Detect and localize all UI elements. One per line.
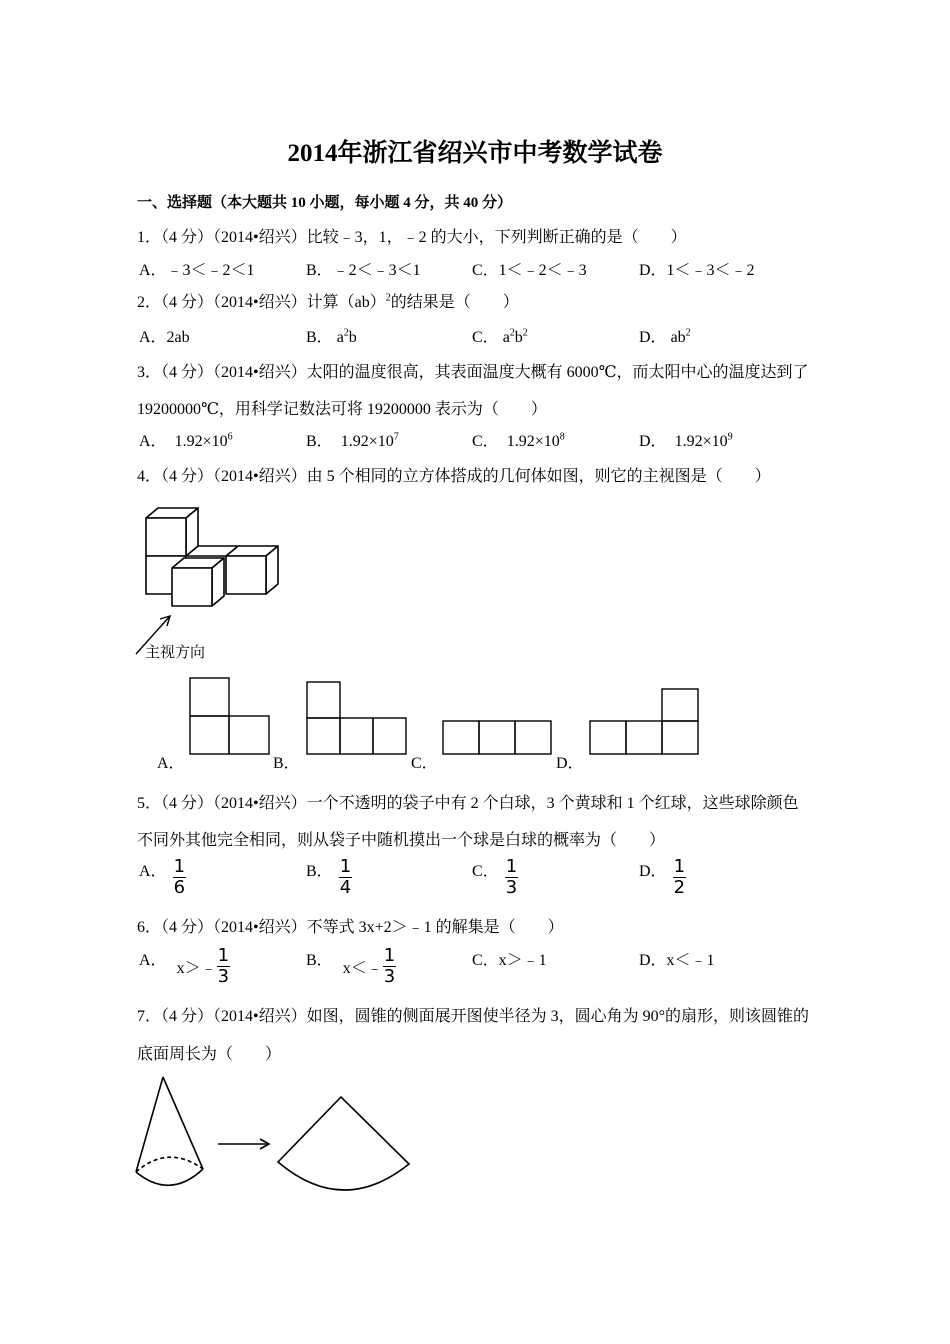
q6-b-numerator: 1 xyxy=(383,945,396,966)
q5-c-denominator: 3 xyxy=(505,876,518,898)
q3-c-label: C． xyxy=(472,433,499,450)
q2-c-exp1: 2 xyxy=(509,327,515,339)
question-5-line-1: 5．（4 分）（2014•绍兴）一个不透明的袋子中有 2 个白球，3 个黄球和 1 个红球，这些球除颜色 xyxy=(137,795,799,812)
q2-option-a: A．2ab xyxy=(139,329,190,346)
question-2-stem xyxy=(137,289,519,312)
q6-b-denominator: 3 xyxy=(383,965,396,987)
q7-cone-figure xyxy=(130,1072,420,1197)
q5-option-b xyxy=(306,858,352,898)
q3-option-a xyxy=(139,428,233,451)
q4-cube-figure xyxy=(130,500,290,660)
cube-front-face xyxy=(146,518,186,556)
question-5-line-2: 不同外其他完全相同，则从袋子中随机摸出一个球是白球的概率为（ ） xyxy=(137,832,666,849)
q5-c-label: C． xyxy=(472,863,499,880)
q3-a-exp: 6 xyxy=(227,431,233,443)
q5-a-fraction xyxy=(173,858,186,898)
q4-option-c-figure xyxy=(442,720,553,756)
q4-option-d-figure xyxy=(589,688,701,756)
cone-left-edge xyxy=(136,1077,163,1172)
q5-b-denominator: 4 xyxy=(339,876,352,898)
q4-option-c: C． xyxy=(411,755,438,772)
q3-option-c xyxy=(472,428,565,451)
q5-a-label: A． xyxy=(139,863,167,880)
q3-option-b xyxy=(306,428,399,451)
q6-a-label: A． xyxy=(139,952,167,969)
q5-option-d xyxy=(639,858,686,898)
q2-b-rest: b xyxy=(348,329,357,346)
q3-option-d xyxy=(639,428,733,451)
q3-a-label: A． xyxy=(139,433,167,450)
q2-d-label: D． xyxy=(639,329,667,346)
q5-d-denominator: 2 xyxy=(673,876,686,898)
q5-d-label: D． xyxy=(639,863,667,880)
q6-b-expr: x＜﹣ xyxy=(342,960,383,978)
q3-b-exp: 7 xyxy=(393,431,399,443)
q2-option-c xyxy=(472,324,528,347)
q6-b-label: B． xyxy=(306,952,333,969)
q3-c-base: 1.92×10 xyxy=(506,433,560,450)
view-direction-label: 主视方向 xyxy=(145,643,206,661)
q2-c-exp2: 2 xyxy=(522,327,528,339)
unfolded-sector xyxy=(278,1097,409,1190)
q5-option-c xyxy=(472,858,518,898)
q2-option-d xyxy=(639,324,691,347)
q3-d-label: D． xyxy=(639,433,667,450)
q2-c-label: C． xyxy=(472,329,499,346)
q5-c-numerator: 1 xyxy=(505,856,518,877)
cone-right-edge xyxy=(163,1077,203,1169)
question-3-line-2: 19200000℃，用科学记数法可将 19200000 表示为（ ） xyxy=(137,401,547,418)
q5-a-denominator: 6 xyxy=(173,876,186,898)
section-heading: 一、选择题（本大题共 10 小题，每小题 4 分，共 40 分） xyxy=(137,195,513,211)
q4-option-a-figure xyxy=(189,677,271,755)
q5-b-numerator: 1 xyxy=(339,856,352,877)
question-6-stem: 6．（4 分）（2014•绍兴）不等式 3x+2＞﹣1 的解集是（ ） xyxy=(137,919,564,936)
paper-title: 2014年浙江省绍兴市中考数学试卷 xyxy=(287,140,663,167)
question-7-line-1: 7．（4 分）（2014•绍兴）如图，圆锥的侧面展开图使半径为 3，圆心角为 90°的扇形，则该圆锥的 xyxy=(137,1008,810,1025)
q5-b-fraction xyxy=(339,858,352,898)
q6-b-fraction xyxy=(383,947,396,987)
question-4-stem: 4．（4 分）（2014•绍兴）由 5 个相同的立方体搭成的几何体如图，则它的主视图是（ ） xyxy=(137,468,771,485)
q2-c-base: a xyxy=(502,329,510,346)
q5-d-numerator: 1 xyxy=(673,856,686,877)
q2-b-label: B． xyxy=(306,329,333,346)
q3-b-label: B． xyxy=(306,433,333,450)
q6-option-c: C．x＞﹣1 xyxy=(472,952,547,969)
q3-d-exp: 9 xyxy=(727,431,733,443)
question-3-line-1: 3．（4 分）（2014•绍兴）太阳的温度很高，其表面温度大概有 6000℃，而太阳中心的温度达到了 xyxy=(137,364,809,381)
q4-option-d: D． xyxy=(556,755,584,772)
q6-a-fraction xyxy=(217,947,230,987)
question-1-stem: 1．（4 分）（2014•绍兴）比较﹣3，1，﹣2 的大小，下列判断正确的是（ ） xyxy=(137,229,687,246)
q4-option-b: B． xyxy=(273,755,300,772)
q2-b-base: a xyxy=(336,329,344,346)
cube-front-face xyxy=(172,568,212,606)
q2-stem-tail: 的结果是（ ） xyxy=(390,294,519,311)
q4-option-a: A． xyxy=(157,755,185,772)
q2-option-b xyxy=(306,324,357,347)
q2-d-exp: 2 xyxy=(685,327,691,339)
q3-b-base: 1.92×10 xyxy=(340,433,394,450)
q6-option-b xyxy=(306,947,396,987)
q6-a-expr: x＞﹣ xyxy=(176,960,217,978)
cone-base-back xyxy=(136,1157,203,1172)
q1-option-b: B．﹣2＜﹣3＜1 xyxy=(306,262,421,279)
q5-d-fraction xyxy=(673,858,686,898)
q5-a-numerator: 1 xyxy=(173,856,186,877)
question-7-line-2: 底面周长为（ ） xyxy=(137,1046,282,1063)
q6-a-numerator: 1 xyxy=(217,945,230,966)
q5-b-label: B． xyxy=(306,863,333,880)
q2-b-exp: 2 xyxy=(343,327,349,339)
q2-stem-exponent: 2 xyxy=(385,292,391,304)
q2-stem-text: 2．（4 分）（2014•绍兴）计算（ab） xyxy=(137,294,386,311)
q6-a-denominator: 3 xyxy=(217,965,230,987)
q6-option-a xyxy=(139,947,230,987)
q4-option-b-figure xyxy=(306,681,408,756)
q1-option-d: D．1＜﹣3＜﹣2 xyxy=(639,262,755,279)
q5-option-a xyxy=(139,858,186,898)
q1-option-c: C．1＜﹣2＜﹣3 xyxy=(472,262,587,279)
q5-c-fraction xyxy=(505,858,518,898)
q3-d-base: 1.92×10 xyxy=(674,433,728,450)
q2-d-base: ab xyxy=(670,329,686,346)
cube-front-face xyxy=(226,556,266,594)
q1-option-a: A．﹣3＜﹣2＜1 xyxy=(139,262,255,279)
q3-a-base: 1.92×10 xyxy=(174,433,228,450)
q2-c-mid: b xyxy=(514,329,523,346)
q3-c-exp: 8 xyxy=(559,431,565,443)
q6-option-d: D．x＜﹣1 xyxy=(639,952,715,969)
cone-base-front xyxy=(136,1169,203,1185)
